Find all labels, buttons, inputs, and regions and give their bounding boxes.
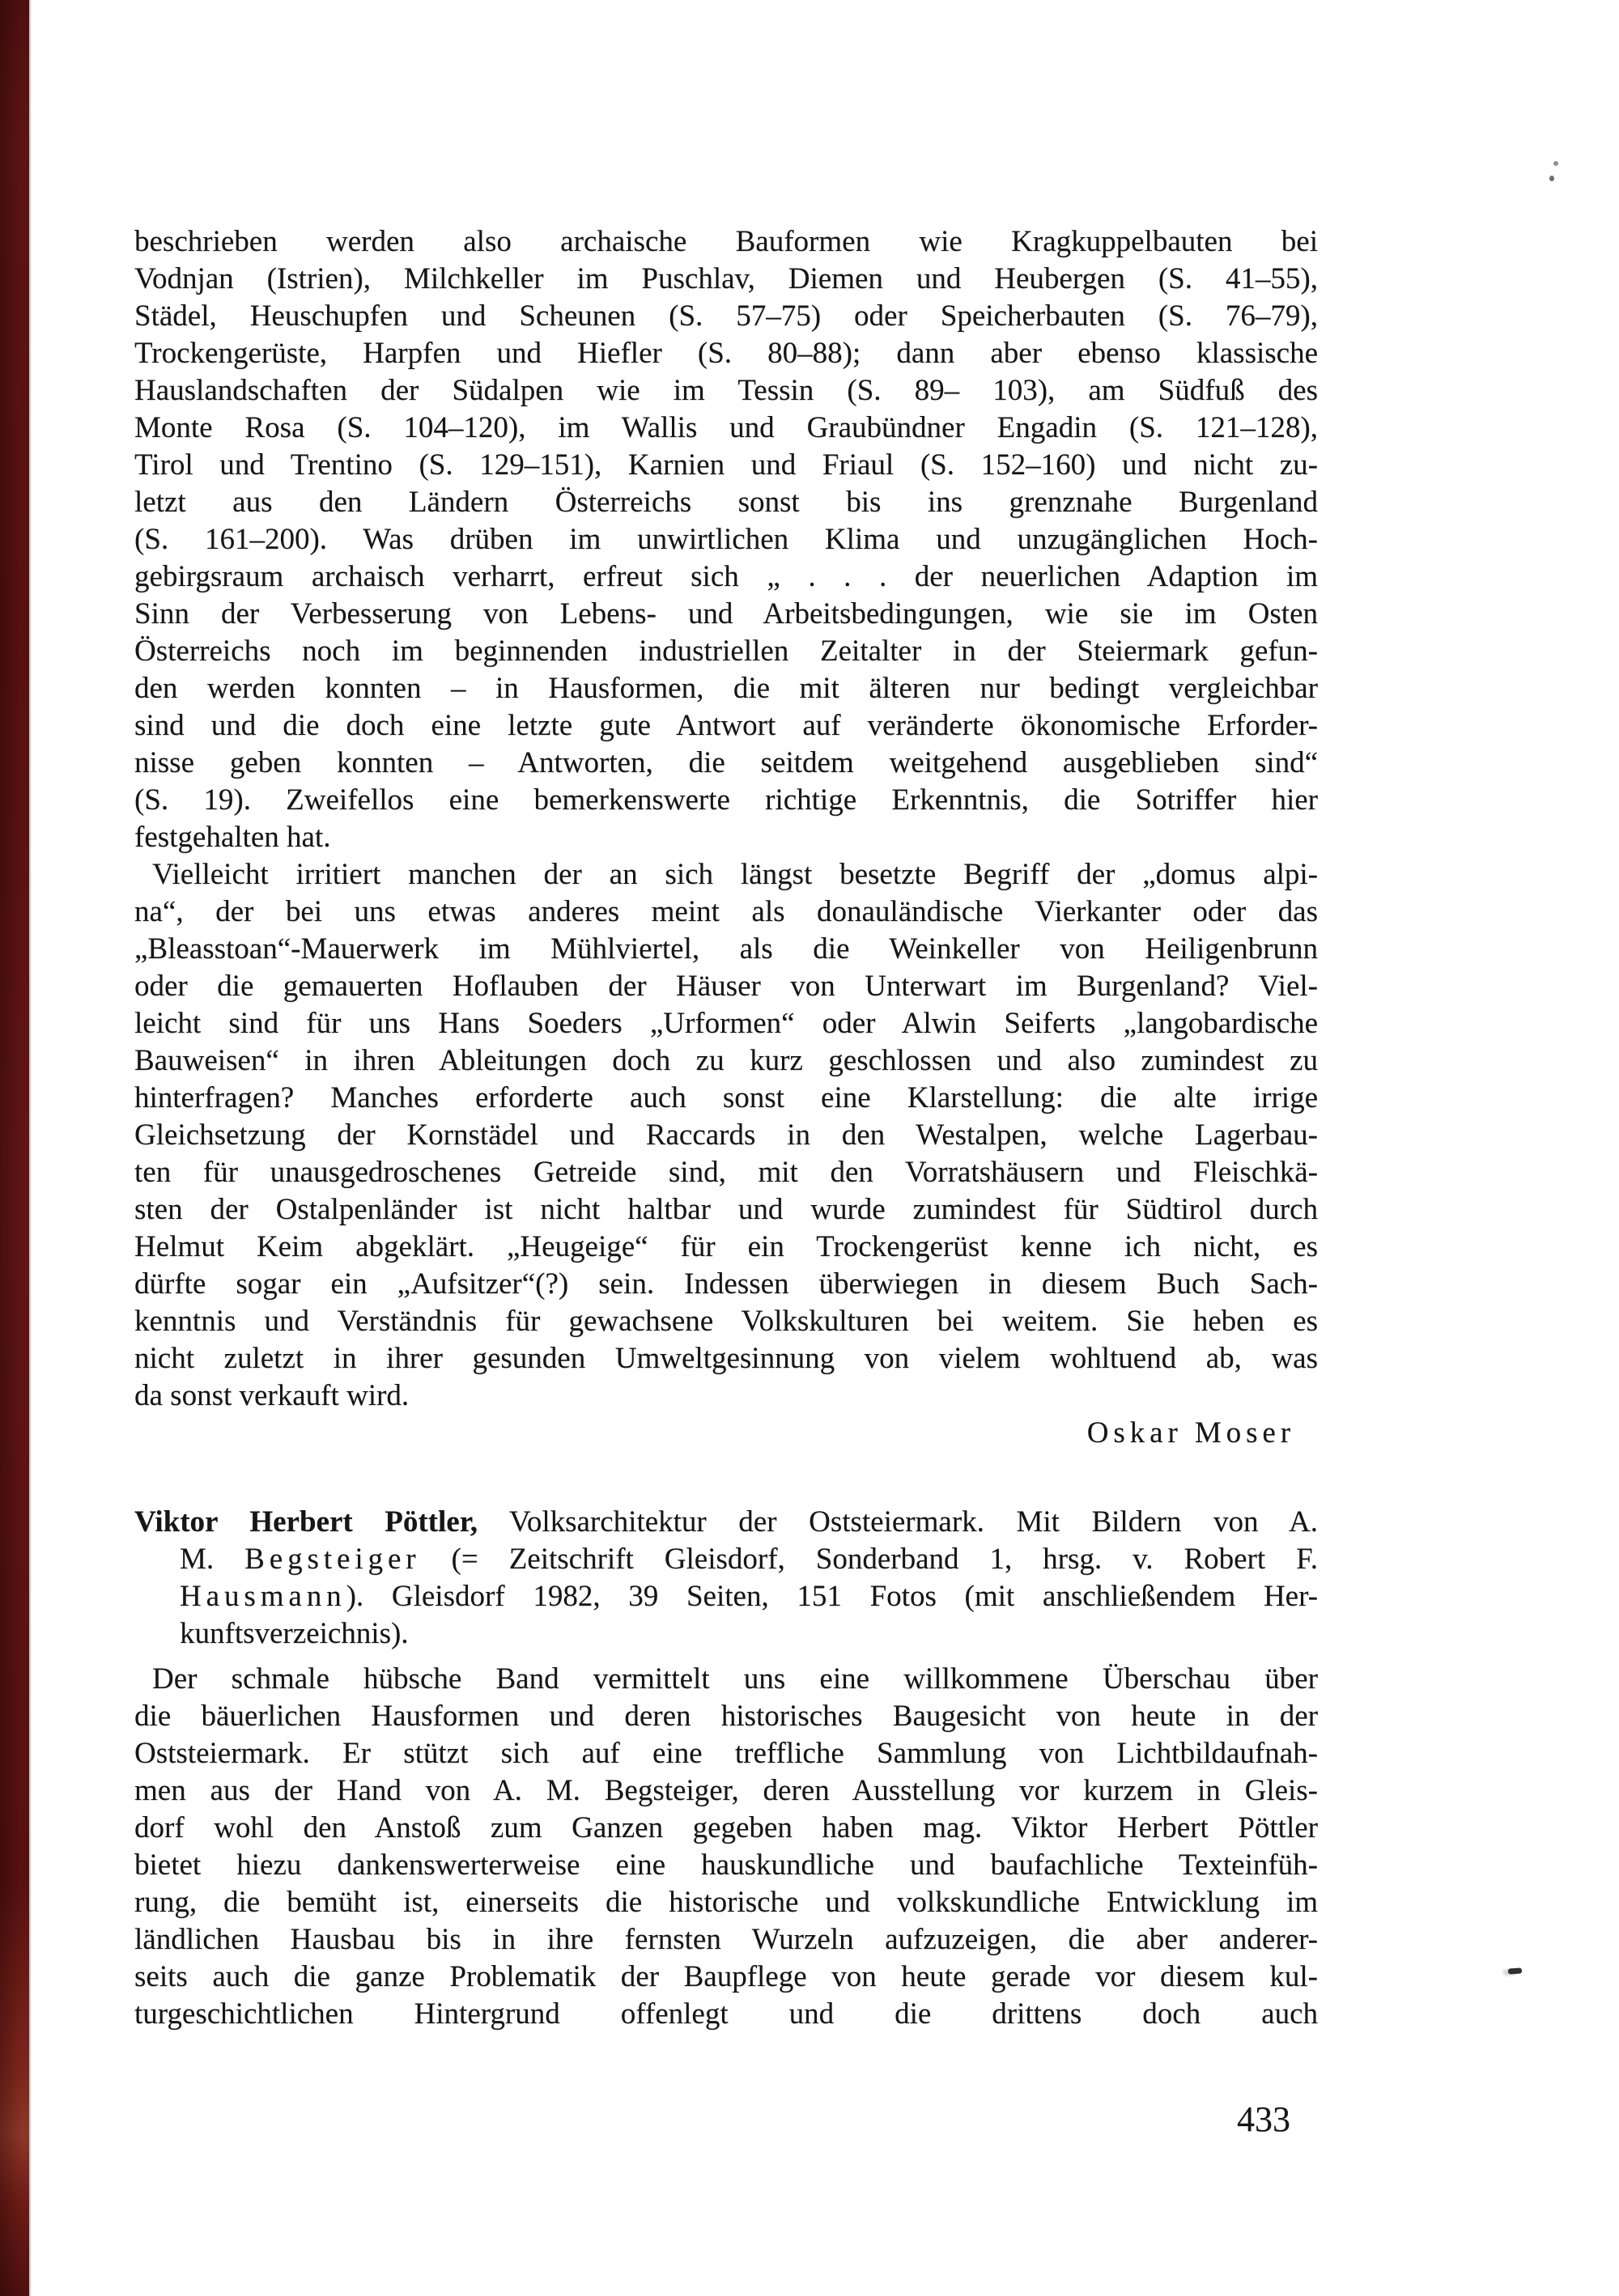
text-line: (S. 19). Zweifellos eine bemerkenswerte richtige Erkenntnis, die Sotriffer hier bbox=[134, 783, 1318, 817]
text-line: bietet hiezu dankenswerterweise eine hauskundliche und baufachliche Texteinfüh- bbox=[134, 1848, 1318, 1882]
text-line: leicht sind für uns Hans Soeders „Urformen“ oder Alwin Seiferts „langobardische bbox=[134, 1007, 1318, 1040]
text-line: Tirol und Trentino (S. 129–151), Karnien und Friaul (S. 152–160) und nicht zu- bbox=[134, 448, 1318, 482]
text-column bbox=[134, 223, 1318, 2033]
scan-speck-dash bbox=[1508, 1967, 1522, 1974]
review-moser-paragraph-2 bbox=[134, 856, 1318, 1415]
text-line: „Bleasstoan“-Mauerwerk im Mühlviertel, als die Weinkeller von Heiligenbrunn bbox=[134, 932, 1318, 966]
text-line: oder die gemauerten Hoflauben der Häuser von Unterwart im Burgenland? Viel- bbox=[134, 970, 1318, 1003]
text-line: ten für unausgedroschenes Getreide sind, mit den Vorratshäusern und Fleischkä- bbox=[134, 1156, 1318, 1189]
text-line: sten der Ostalpenländer ist nicht haltbar und wurde zumindest für Südtirol durch bbox=[134, 1193, 1318, 1226]
text-line: kenntnis und Verständnis für gewachsene Volkskulturen bei weitem. Sie heben es bbox=[134, 1305, 1318, 1338]
text-line: nisse geben konnten – Antworten, die seitdem weitgehend ausgeblieben sind“ bbox=[134, 746, 1318, 779]
text-line: Der schmale hübsche Band vermittelt uns eine willkommene Überschau über bbox=[152, 1662, 1318, 1695]
reviewer-name: Oskar Moser bbox=[1086, 1416, 1295, 1449]
scan-speck bbox=[1549, 176, 1554, 181]
text-line: rung, die bemüht ist, einerseits die historische und volkskundliche Entwicklung im bbox=[134, 1886, 1318, 1919]
review-poettler-paragraph-1 bbox=[134, 1661, 1318, 2033]
text-line: Österreichs noch im beginnenden industriellen Zeitalter in der Steiermark gefun- bbox=[134, 634, 1318, 668]
text-line: Oststeiermark. Er stützt sich auf eine treffliche Sammlung von Lichtbildaufnah- bbox=[134, 1737, 1318, 1770]
text-line: Hauslandschaften der Südalpen wie im Tessin (S. 89– 103), am Südfuß des bbox=[134, 374, 1318, 407]
text-segment: (= Zeitschrift Gleisdorf, Sonderband 1, hrsg. v. Robert F. bbox=[420, 1543, 1318, 1576]
text-line: den werden konnten – in Hausformen, die mit älteren nur bedingt vergleichbar bbox=[134, 672, 1318, 705]
text-line: turgeschichtlichen Hintergrund offenlegt und die drittens doch auch bbox=[134, 1997, 1318, 2031]
text-segment: kunftsverzeichnis). bbox=[180, 1617, 409, 1650]
text-line: men aus der Hand von A. M. Begsteiger, deren Ausstellung vor kurzem in Gleis- bbox=[134, 1774, 1318, 1807]
author-name-bold: Viktor Herbert Pöttler, bbox=[134, 1505, 478, 1538]
text-line: da sonst verkauft wird. bbox=[134, 1379, 410, 1412]
text-line: die bäuerlichen Hausformen und deren historisches Baugesicht von heute in der bbox=[134, 1700, 1318, 1733]
text-line: festgehalten hat. bbox=[134, 821, 331, 854]
page-number: 433 bbox=[1237, 2099, 1290, 2139]
text-line bbox=[134, 1504, 1318, 1541]
text-segment: ). Gleisdorf 1982, 39 Seiten, 151 Fotos (mit anschließendem Her- bbox=[346, 1580, 1318, 1613]
text-line: Gleichsetzung der Kornstädel und Raccards in den Westalpen, welche Lagerbau- bbox=[134, 1118, 1318, 1152]
text-line: na“, der bei uns etwas anderes meint als donauländische Vierkanter oder das bbox=[134, 895, 1318, 928]
reviewer-signature bbox=[134, 1415, 1318, 1452]
text-segment: Volksarchitektur der Oststeiermark. Mit Bildern von A. bbox=[477, 1505, 1318, 1538]
scan-speck bbox=[1553, 161, 1558, 166]
text-line: Vodnjan (Istrien), Milchkeller im Puschlav, Diemen und Heubergen (S. 41–55), bbox=[134, 262, 1318, 295]
text-segment: Hausmann bbox=[180, 1580, 346, 1613]
text-line: gebirgsraum archaisch verharrt, erfreut sich „ . . . der neuerlichen Adaption im bbox=[134, 560, 1318, 593]
review-moser-paragraph-1 bbox=[134, 223, 1318, 856]
text-segment: M. bbox=[180, 1543, 245, 1576]
text-line: hinterfragen? Manches erforderte auch sonst eine Klarstellung: die alte irrige bbox=[134, 1081, 1318, 1114]
text-line bbox=[134, 1615, 1318, 1653]
text-line: Vielleicht irritiert manchen der an sich längst besetzte Begriff der „domus alpi- bbox=[152, 858, 1318, 891]
text-line: dürfte sogar ein „Aufsitzer“(?) sein. Indessen überwiegen in diesem Buch Sach- bbox=[134, 1267, 1318, 1301]
text-line: ländlichen Hausbau bis in ihre fernsten Wurzeln aufzuzeigen, die aber anderer- bbox=[134, 1923, 1318, 1956]
text-line: Städel, Heuschupfen und Scheunen (S. 57–75) oder Speicherbauten (S. 76–79), bbox=[134, 299, 1318, 333]
text-line: Helmut Keim abgeklärt. „Heugeige“ für ein Trockengerüst kenne ich nicht, es bbox=[134, 1230, 1318, 1263]
text-line: Trockengerüste, Harpfen und Hiefler (S. 80–88); dann aber ebenso klassische bbox=[134, 337, 1318, 370]
text-segment: Begsteiger bbox=[244, 1543, 421, 1576]
text-line: beschrieben werden also archaische Bauformen wie Kragkuppelbauten bei bbox=[134, 225, 1318, 258]
book-spine-edge bbox=[0, 0, 29, 2296]
text-line: Sinn der Verbesserung von Lebens- und Arbeitsbedingungen, wie sie im Osten bbox=[134, 597, 1318, 630]
text-line bbox=[134, 1541, 1318, 1578]
text-line: dorf wohl den Anstoß zum Ganzen gegeben haben mag. Viktor Herbert Pöttler bbox=[134, 1811, 1318, 1844]
text-line: (S. 161–200). Was drüben im unwirtlichen Klima und unzugänglichen Hoch- bbox=[134, 523, 1318, 556]
text-line: sind und die doch eine letzte gute Antwort auf veränderte ökonomische Erforder- bbox=[134, 709, 1318, 742]
book-citation bbox=[134, 1504, 1318, 1653]
text-line: seits auch die ganze Problematik der Baupflege von heute gerade vor diesem kul- bbox=[134, 1960, 1318, 1993]
text-line: nicht zuletzt in ihrer gesunden Umweltgesinnung von vielem wohltuend ab, was bbox=[134, 1342, 1318, 1375]
text-line: Bauweisen“ in ihren Ableitungen doch zu kurz geschlossen und also zumindest zu bbox=[134, 1044, 1318, 1077]
text-line bbox=[134, 1578, 1318, 1615]
text-line: letzt aus den Ländern Österreichs sonst bis ins grenznahe Burgenland bbox=[134, 486, 1318, 519]
text-line: Monte Rosa (S. 104–120), im Wallis und Graubündner Engadin (S. 121–128), bbox=[134, 411, 1318, 444]
